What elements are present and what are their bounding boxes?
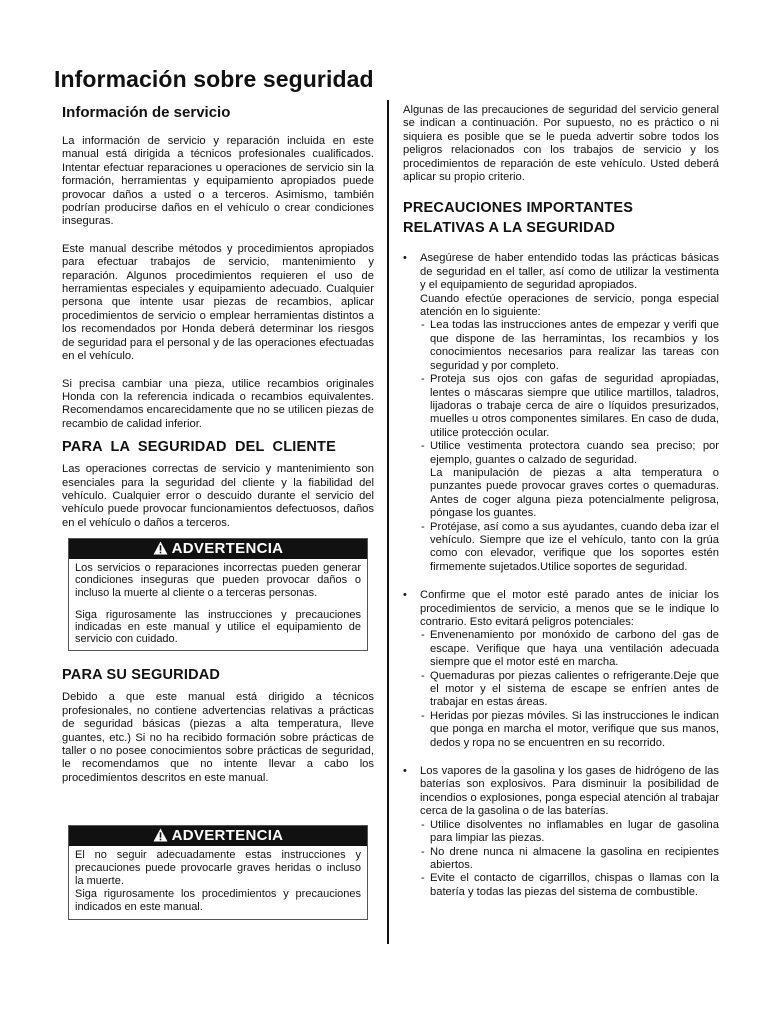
sub-list-item: - Protéjase, así como a sus ayudantes, cuando deba izar el vehículo. Siempre que ize el vehículo, tanto con la grúa como con elevador, verifique que los soportes estén firmemente sujetados.Utilice soportes de seguridad. (420, 521, 719, 575)
warning-label: ADVERTENCIA (171, 540, 284, 558)
sub-list (420, 819, 719, 899)
sub-list-item-note: La manipulación de piezas a alta temperatura o punzantes puede provocar graves cortes o quemaduras. Antes de coger alguna pieza potencialmente peligrosa, póngase los guantes. (430, 466, 719, 520)
warning-text-1: El no seguir adecuadamente estas instrucciones y precauciones puede provocarle graves heridas o incluso la muerte. (75, 849, 361, 888)
sub-list-item: - Lea todas las instrucciones antes de empezar y verifi que que dispone de las herramintas, los recambios y los conocimientos necesarios para realizar las tareas con seguridad y por completo. (420, 319, 719, 373)
warning-label: ADVERTENCIA (171, 827, 284, 845)
service-info-paragraph-2: Este manual describe métodos y procedimientos apropiados para efectuar trabajos de servicio, mantenimiento y reparación. Algunos procedimientos requieren el uso de herramientas especiales y equipamiento adecuado. Cualquier persona que intente usar piezas de recambios, aplicar procedimientos de servicio o emplear herramientas distintos a los recomendados por Honda deberá determinar los riesgos de seguridad para el personal y de las operaciones efectuadas en el vehículo. (62, 242, 374, 363)
sub-list-item-text: Utilice vestimenta protectora cuando sea preciso; por ejemplo, guantes o calzado de seguridad. (430, 440, 719, 466)
service-info-paragraph-1: La información de servicio y reparación incluida en este manual está dirigida a técnicos profesionales cualificados. Intentar efectuar reparaciones u operaciones de servicio sin la formación, herramientas y equipamiento apropiados puede provocar daños a usted o a terceros. Asimismo, también podrían producirse daños en el vehículo o crear condiciones inseguras. (62, 135, 374, 228)
sub-list-item: - Proteja sus ojos con gafas de seguridad apropiadas, lentes o máscaras siempre que utilice martillos, taladros, lijadoras o trabaje cerca de aire o líquidos presurizados, muelles u otros componentes similares. En caso de duda, utilice protección ocular. (420, 373, 719, 440)
precautions-list (403, 252, 719, 899)
left-column (62, 104, 374, 936)
page-title: Información sobre seguridad (54, 66, 374, 92)
bullet-text: Asegúrese de haber entendido todas las prácticas básicas de seguridad en el taller, así como de utilizar la vestimenta y el equipamiento de seguridad apropiados. (420, 252, 719, 292)
sub-list-item: - Utilice disolventes no inflamables en lugar de gasolina para limpiar las piezas. (420, 819, 719, 846)
list-item (403, 252, 719, 574)
your-safety-heading: PARA SU SEGURIDAD (62, 667, 221, 684)
sub-list-item: - Quemaduras por piezas calientes o refrigerante.Deje que el motor y el sistema de escape se enfríen antes de trabajar en estas áreas. (420, 670, 719, 710)
bullet-text: Confirme que el motor esté parado antes de iniciar los procedimientos de servicio, a menos que se le indique lo contrario. Esto evitará peligros potenciales: (420, 589, 719, 628)
bullet-text: Los vapores de la gasolina y los gases de hidrógeno de las baterías son explosivos. Para disminuir la posibilidad de incendios o explosiones, ponga especial atención al trabajar cerca de la gasolina o de las baterías. (420, 765, 719, 818)
warning-box-customer (68, 538, 368, 651)
right-column (403, 104, 719, 914)
sub-list-item: - Heridas por piezas móviles. Si las instrucciones le indican que ponga en marcha el motor, verifique que sus manos, dedos y ropa no se encuentren en su recorrido. (420, 710, 719, 750)
warning-text-2: Siga rigurosamente los procedimientos y precauciones indicados en este manual. (75, 888, 361, 914)
service-info-heading: Información de servicio (62, 104, 231, 121)
service-info-paragraph-3: Si precisa cambiar una pieza, utilice recambios originales Honda con la referencia indicada o recambios equivalentes. Recomendamos encarecidamente que no se utilicen piezas de recambio de calidad inferior. (62, 377, 374, 430)
list-item (403, 765, 719, 899)
customer-safety-heading: PARA LA SEGURIDAD DEL CLIENTE (62, 439, 336, 456)
sub-list-item: - Evite el contacto de cigarrillos, chispas o llamas con la batería y todas las piezas del sistema de combustible. (420, 872, 719, 899)
warning-text-2: Siga rigurosamente las instrucciones y precauciones indicadas en este manual y utilice el equipamiento de servicio con cuidado. (75, 608, 361, 646)
bullet-marker: • (403, 589, 407, 602)
warning-box-technician (68, 825, 368, 920)
precautions-heading: PRECAUCIONES IMPORTANTES RELATIVAS A LA SEGURIDAD (403, 200, 634, 237)
warning-body (69, 559, 367, 650)
bullet-marker: • (403, 765, 407, 778)
bullet-subtext: Cuando efectúe operaciones de servicio, ponga especial atención en lo siguiente: (420, 292, 719, 319)
list-item (403, 589, 719, 750)
warning-header (69, 826, 367, 846)
sub-list-item (420, 440, 719, 520)
column-divider (387, 100, 389, 944)
bullet-marker: • (403, 252, 407, 265)
sub-list (420, 629, 719, 750)
warning-body (69, 846, 367, 919)
sub-list (420, 319, 719, 574)
customer-safety-paragraph: Las operaciones correctas de servicio y mantenimiento son esenciales para la seguridad del cliente y la fiabilidad del vehículo. Cualquier error o descuido durante el servicio del vehículo puede provocar funcionamientos defectuosos, daños en el vehículo o daños a terceros. (62, 463, 374, 529)
warning-triangle-icon (153, 828, 168, 842)
warning-triangle-icon (153, 541, 168, 555)
sub-list-item: - Envenenamiento por monóxido de carbono del gas de escape. Verifique que haya una ventilación adecuada siempre que el motor esté en marcha. (420, 629, 719, 669)
your-safety-paragraph: Debido a que este manual está dirigido a técnicos profesionales, no contiene advertencias relativas a prácticas de seguridad básicas (piezas a alta temperatura, lleve guantes, etc.) Si no ha recibido formación sobre prácticas de taller o no posee conocimientos sobre prácticas de seguridad, le recomendamos que no intente llevar a cabo los procedimientos descritos en este manual. (62, 691, 374, 784)
warning-header (69, 539, 367, 559)
sub-list-item: - No drene nunca ni almacene la gasolina en recipientes abiertos. (420, 846, 719, 873)
precautions-intro: Algunas de las precauciones de seguridad del servicio general se indican a continuación. Por supuesto, no es práctico o ni siquiera es posible que se le pueda advertir sobre todos los peligros relacionados con los trabajos de servicio y los procedimientos de reparación de este vehículo. Usted deberá aplicar su propio criterio. (403, 104, 719, 184)
warning-text-1: Los servicios o reparaciones incorrectas pueden generar condiciones inseguras que pueden provocar daños o incluso la muerte al cliente o a terceras personas. (75, 562, 361, 599)
